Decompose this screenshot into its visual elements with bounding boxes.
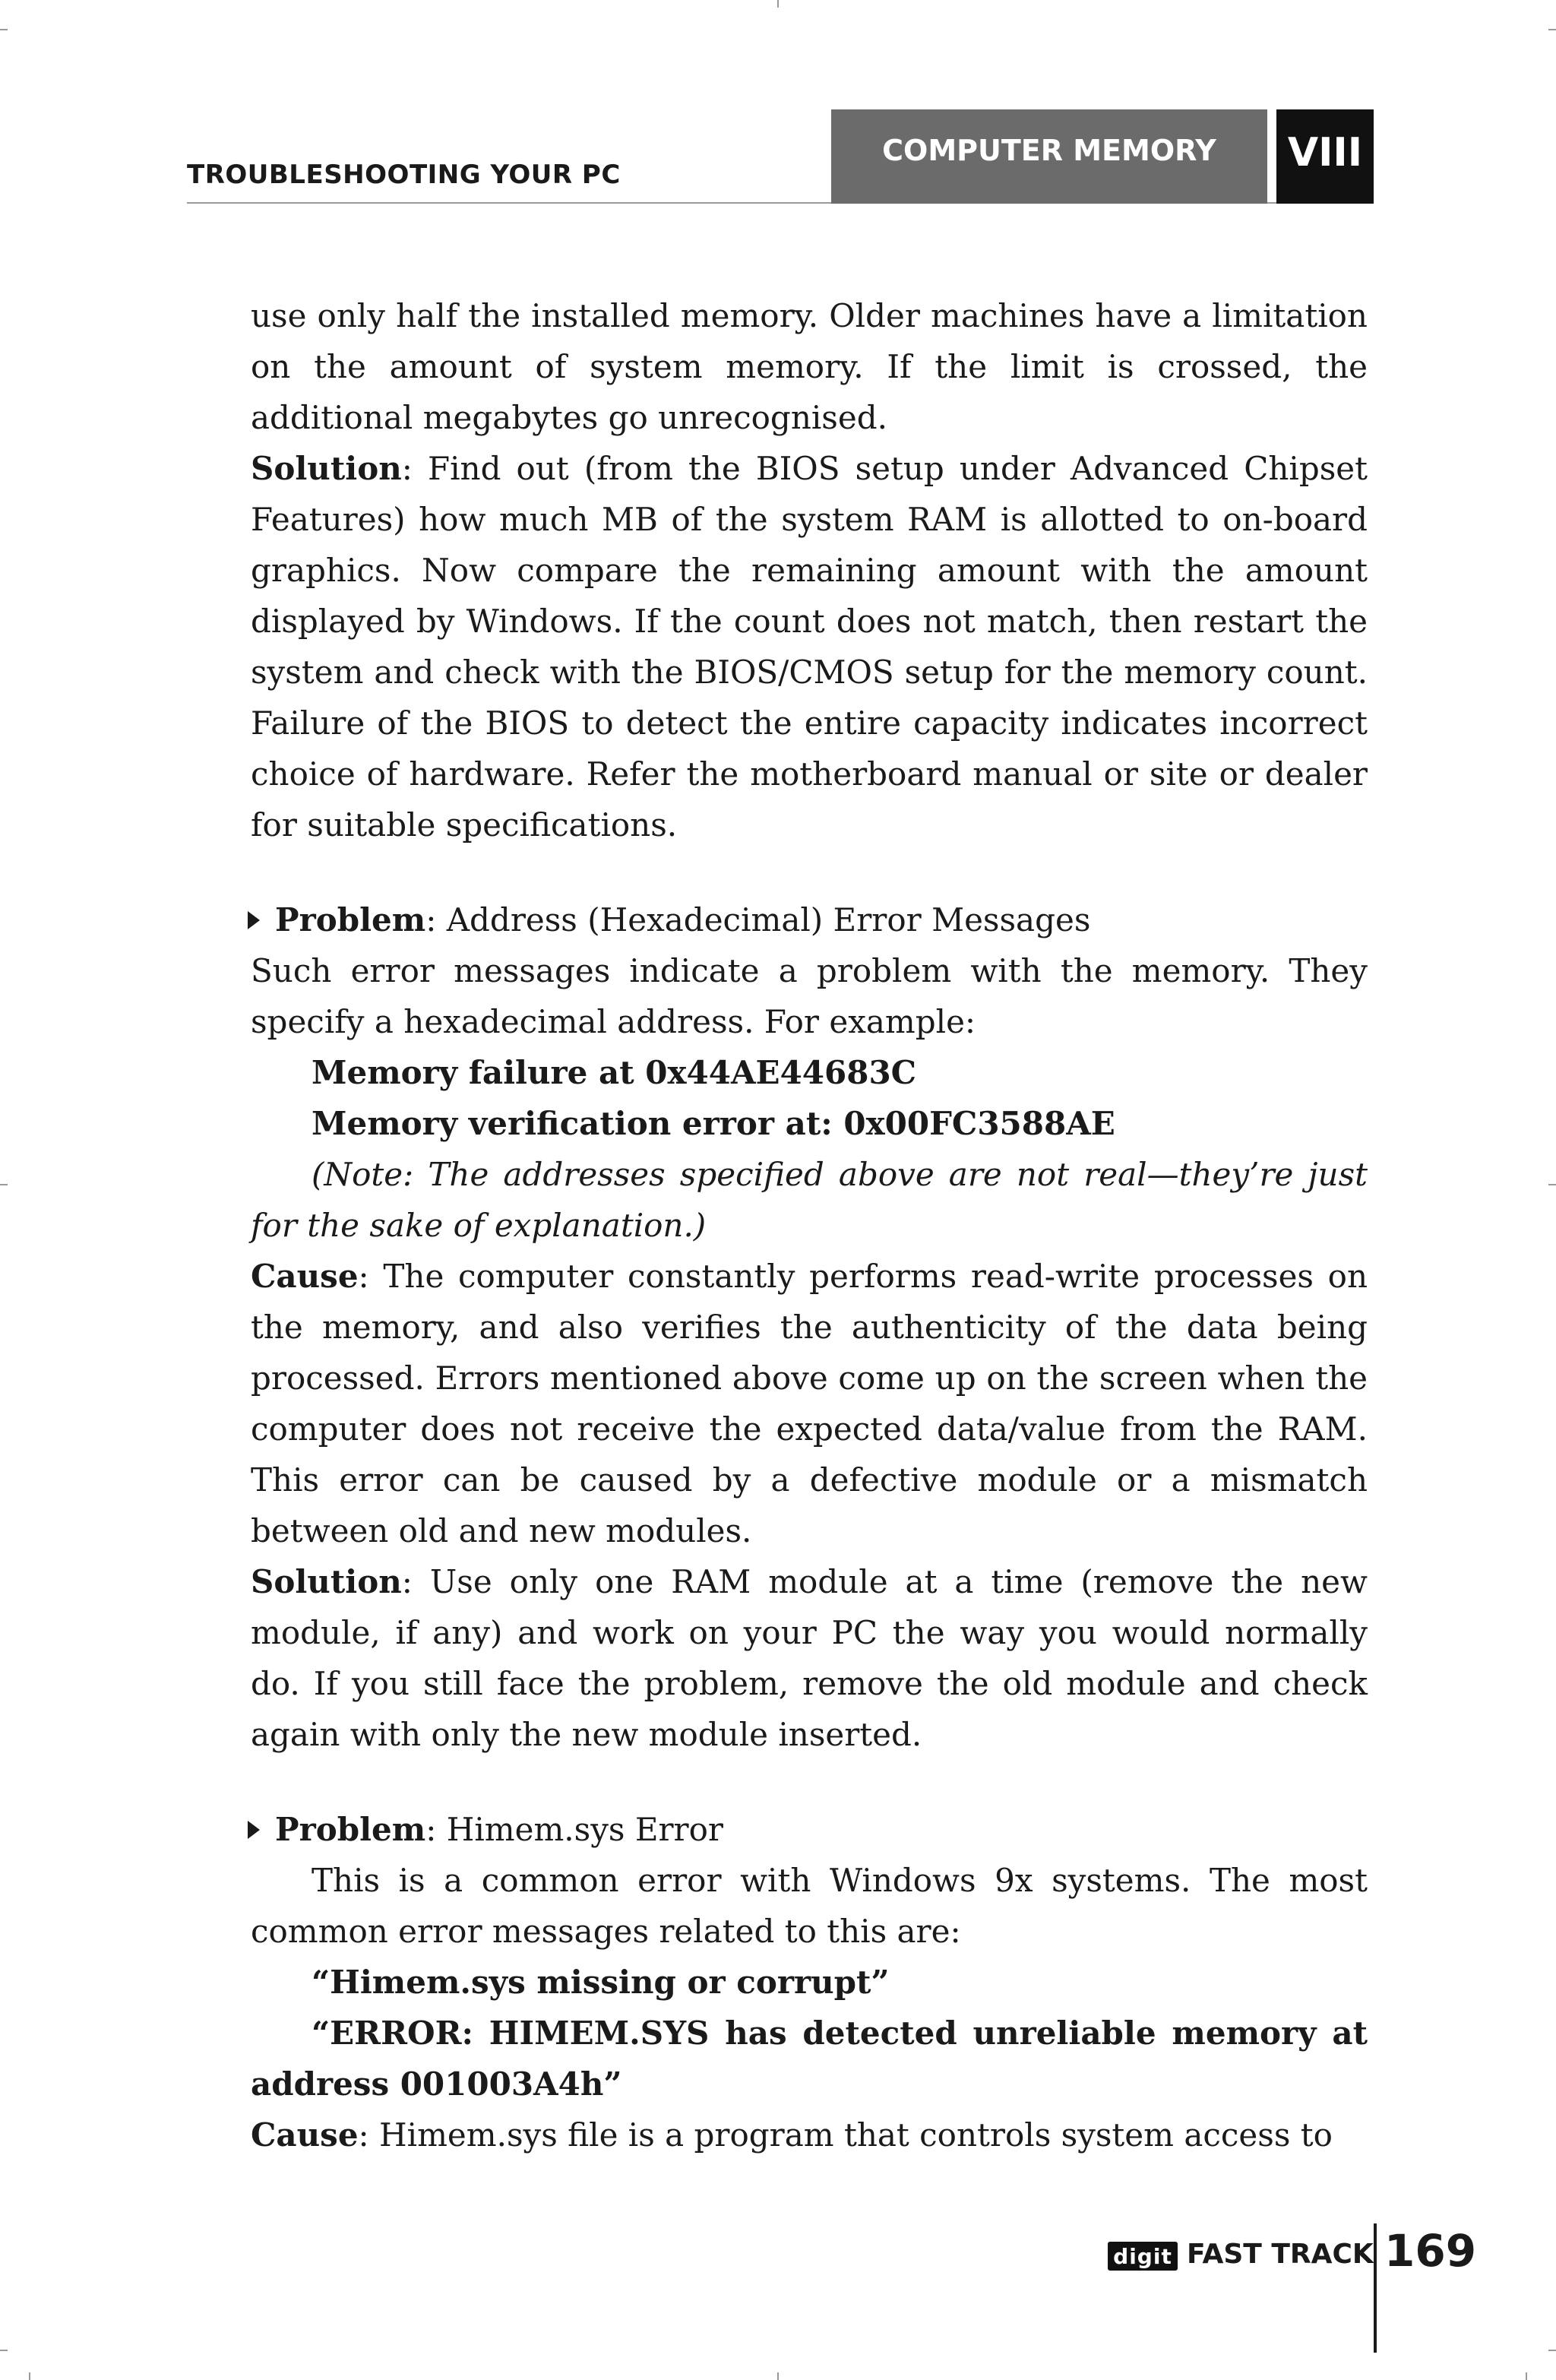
section-title: COMPUTER MEMORY bbox=[882, 134, 1216, 167]
problem-heading bbox=[251, 1804, 1368, 1855]
page-body bbox=[251, 290, 1368, 2160]
crop-mark bbox=[1526, 2372, 1527, 2380]
crop-mark bbox=[0, 1184, 8, 1185]
crop-mark bbox=[1548, 1184, 1556, 1185]
section-number-box bbox=[1276, 109, 1374, 204]
crop-mark bbox=[0, 29, 8, 30]
solution-label: Solution bbox=[251, 450, 402, 487]
section-number: VIII bbox=[1287, 130, 1363, 176]
error-message-example: “Himem.sys missing or corrupt” bbox=[312, 1964, 890, 2001]
crop-mark bbox=[777, 2372, 779, 2380]
cause-label: Cause bbox=[251, 2116, 359, 2154]
solution-text: : Use only one RAM module at a time (remove the new module, if any) and work on your PC the way you would normally do. If you still face the problem, remove the old module and check again with only the new module inserted. bbox=[251, 1563, 1368, 1753]
crop-mark bbox=[29, 2372, 30, 2380]
crop-mark bbox=[1548, 29, 1556, 30]
solution-paragraph bbox=[251, 443, 1368, 850]
page-number: 169 bbox=[1384, 2225, 1477, 2277]
solution-label: Solution bbox=[251, 1563, 402, 1600]
crop-mark bbox=[1548, 2350, 1556, 2351]
error-message-example: Memory failure at 0x44AE44683C bbox=[312, 1054, 917, 1091]
cause-text: : The computer constantly performs read-write processes on the memory, and also verifies the authenticity of the data being processed. Errors mentioned above come up on the screen when the computer does not receive the expected data/value from the RAM. This error can be caused by a defective module or a mismatch between old and new modules. bbox=[251, 1258, 1368, 1549]
footer-series-label: FAST TRACK bbox=[1187, 2239, 1374, 2270]
footer-divider bbox=[1374, 2223, 1377, 2353]
problem-label: Problem bbox=[275, 1811, 426, 1848]
error-message-example: “ERROR: HIMEM.SYS has detected unreliable memory at address 001003A4h” bbox=[251, 2014, 1368, 2103]
running-header-title: TROUBLESHOOTING YOUR PC bbox=[187, 160, 621, 190]
triangle-bullet-icon bbox=[248, 1821, 260, 1839]
section-title-box bbox=[831, 109, 1267, 204]
digit-logo bbox=[1108, 2242, 1178, 2271]
paragraph: Such error messages indicate a problem with the memory. They specify a hexadecimal address. For example: bbox=[251, 952, 1368, 1040]
crop-mark bbox=[0, 2350, 8, 2351]
triangle-bullet-icon bbox=[248, 911, 260, 929]
crop-mark bbox=[777, 0, 779, 8]
cause-label: Cause bbox=[251, 1258, 359, 1295]
problem-heading bbox=[251, 894, 1368, 945]
problem-title: : Himem.sys Error bbox=[425, 1811, 723, 1848]
problem-label: Problem bbox=[275, 901, 426, 938]
cause-paragraph bbox=[251, 2109, 1368, 2160]
note-paragraph: (Note: The addresses specified above are not real—they’re just for the sake of explanation.) bbox=[251, 1156, 1368, 1244]
cause-text: : Himem.sys file is a program that controls system access to bbox=[358, 2116, 1333, 2154]
logo-text: digit bbox=[1113, 2243, 1172, 2269]
problem-title: : Address (Hexadecimal) Error Messages bbox=[425, 901, 1091, 938]
cause-paragraph bbox=[251, 1251, 1368, 1556]
error-message-example: Memory verification error at: 0x00FC3588AE bbox=[312, 1105, 1115, 1142]
solution-text: : Find out (from the BIOS setup under Advanced Chipset Features) how much MB of the system RAM is allotted to on-board graphics. Now compare the remaining amount with the amount displayed by Windows. If the count does not match, then restart the system and check with the BIOS/CMOS setup for the memory count. Failure of the BIOS to detect the entire capacity indicates incorrect choice of hardware. Refer the motherboard manual or site or dealer for suitable specifications. bbox=[251, 450, 1368, 843]
solution-paragraph bbox=[251, 1556, 1368, 1760]
paragraph-continuation: use only half the installed memory. Older machines have a limitation on the amount of system memory. If the limit is crossed, the additional megabytes go unrecognised. bbox=[251, 297, 1368, 436]
paragraph: This is a common error with Windows 9x systems. The most common error messages related to this are: bbox=[251, 1862, 1368, 1950]
